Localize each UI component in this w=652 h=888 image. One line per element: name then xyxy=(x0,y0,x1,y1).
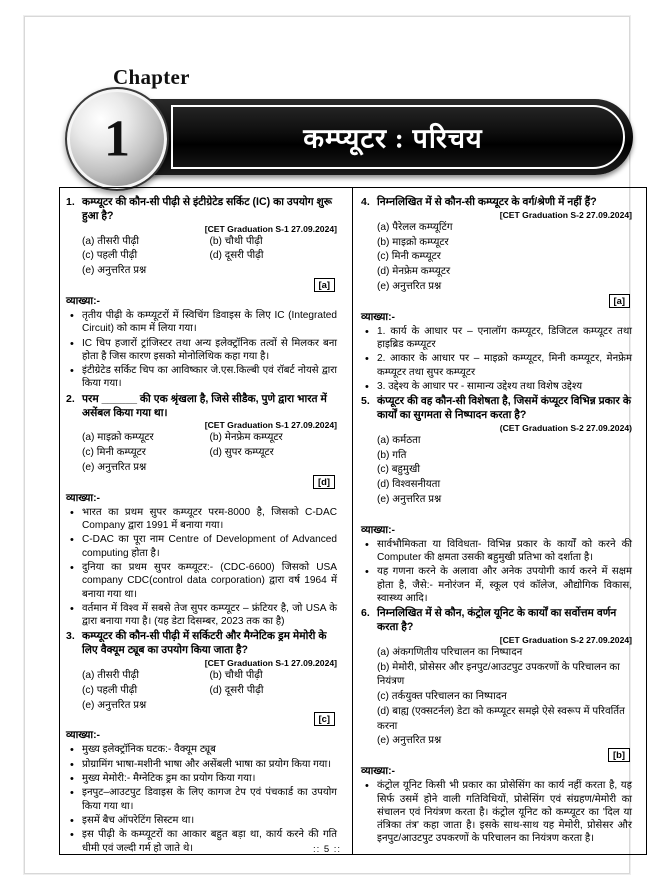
option-item[interactable]: (b) मेमोरी, प्रोसेसर और इनपुट/आउटपुट उपकरणों के परिचालन का नियंत्रण xyxy=(377,661,620,688)
right-column xyxy=(355,188,637,854)
option-item[interactable]: (c) मिनी कम्प्यूटर xyxy=(377,251,441,263)
option-item[interactable]: (a) कर्मठता xyxy=(377,434,421,446)
chapter-header xyxy=(104,65,633,175)
question-text: निम्नलिखित में से कौन-सी कम्प्यूटर के वर्ग/श्रेणी में नहीं हैं? xyxy=(377,196,597,208)
option-item[interactable]: (b) चौथी पीढ़ी xyxy=(209,235,263,247)
option-item[interactable]: (e) अनुत्तरित प्रश्न xyxy=(82,699,147,711)
explanation-list xyxy=(66,506,337,629)
exam-source: (CET Graduation S-2 27.09.2024) xyxy=(499,422,632,433)
question-number: 3. xyxy=(66,630,75,643)
explanation-list xyxy=(361,779,632,846)
explanation-item: • यह गणना करने के अलावा और अनेक उपयोगी कार्य करने में सक्षम होता है, जैसे:- मनोरंजन में, स्कूल एवं कॉलेज, औद्योगिक विकास, स्वास्थ्य आदि। xyxy=(375,565,632,605)
option-item[interactable]: (e) अनुत्तरित प्रश्न xyxy=(82,265,147,277)
explanation-item: • वर्तमान में विश्व में सबसे तेज सुपर कम्प्यूटर – फ्रंटियर है, जो USA के द्वारा बनाया गया है। (यह डेटा दिसम्बर, 2023 तक का है) xyxy=(80,602,337,629)
explanation-item: • इंटीग्रेटेड सर्किट चिप का आविष्कार जे.एस.किल्बी एवं रॉबर्ट नोयसे द्वारा किया गया। xyxy=(80,364,337,391)
option-item[interactable]: (a) तीसरी पीढ़ी xyxy=(82,235,140,247)
option-item[interactable]: (d) बाह्य (एक्सटर्नल) डेटा को कम्प्यूटर समझे ऐसे स्वरूप में परिवर्तित करना xyxy=(377,705,625,732)
question-number: 5. xyxy=(361,395,370,408)
explanation-item: • मुख्य इलेक्ट्रॉनिक घटक:- वैक्यूम ट्यूब xyxy=(80,743,337,756)
options-list xyxy=(377,434,632,508)
answer-badge: [c] xyxy=(314,712,335,726)
option-item[interactable]: (d) मेनफ्रेम कम्प्यूटर xyxy=(377,266,451,278)
answer-row xyxy=(66,476,337,489)
exam-source: [CET Graduation S-1 27.09.2024] xyxy=(204,657,337,668)
exam-source: [CET Graduation S-1 27.09.2024] xyxy=(204,223,337,234)
question-row xyxy=(66,196,337,224)
option-item[interactable]: (e) अनुत्तरित प्रश्न xyxy=(377,493,442,505)
option-item[interactable]: (b) चौथी पीढ़ी xyxy=(209,669,263,681)
exam-source: [CET Graduation S-2 27.09.2024] xyxy=(499,634,632,645)
question-block xyxy=(361,395,632,520)
explanation-list xyxy=(66,309,337,391)
explanation-heading: व्याख्या:- xyxy=(66,730,100,742)
exam-source: [CET Graduation S-1 27.09.2024] xyxy=(204,420,337,431)
explanation-heading: व्याख्या:- xyxy=(361,766,395,778)
options-list xyxy=(377,221,632,295)
question-row xyxy=(66,393,337,421)
question-number: 4. xyxy=(361,196,370,208)
explanation-list xyxy=(361,325,632,394)
question-text: कंप्यूटर की वह कौन-सी विशेषता है, जिसमें कंप्यूटर विभिन्न प्रकार के कार्यों का सुगमता से निष्पादन करता है? xyxy=(377,395,631,421)
option-item[interactable]: (c) मिनी कम्प्यूटर xyxy=(82,447,146,459)
option-item[interactable]: (a) माइक्रो कम्प्यूटर xyxy=(82,432,154,444)
explanation-block xyxy=(66,728,337,854)
option-item[interactable]: (c) पहली पीढ़ी xyxy=(82,684,138,696)
answer-badge: [d] xyxy=(313,475,335,489)
explanation-heading: व्याख्या:- xyxy=(66,492,100,504)
question-block xyxy=(361,607,632,762)
explanation-item: • तृतीय पीढ़ी के कम्प्यूटरों में स्विचिंग डिवाइस के लिए IC (Integrated Circuit) को काम में लिया गया। xyxy=(80,309,337,336)
question-text: निम्नलिखित में से कौन, कंट्रोल यूनिट के कार्यों का सर्वोत्तम वर्णन करता है? xyxy=(377,607,617,633)
option-item[interactable]: (c) बहुमुखी xyxy=(377,464,420,476)
column-divider xyxy=(352,188,353,854)
chapter-number-circle xyxy=(65,87,169,191)
option-item[interactable]: (a) पैरेलल कम्प्यूटिंग xyxy=(377,221,453,233)
question-number: 2. xyxy=(66,392,75,405)
explanation-heading: व्याख्या:- xyxy=(361,311,395,323)
question-row xyxy=(361,607,632,635)
explanation-item: • 2. आकार के आधार पर – माइक्रो कम्प्यूटर, मिनी कम्प्यूटर, मेनफ्रेम कम्प्यूटर तथा सुपर कम्प्यूटर xyxy=(375,352,632,379)
question-text: कम्प्यूटर की कौन-सी पीढ़ी में सर्किटरी और मैग्नेटिक ड्रम मेमोरी के लिए वैक्यूम ट्यूब का उपयोग किया जाता है? xyxy=(82,630,327,657)
explanation-item: • भारत का प्रथम सुपर कम्प्यूटर परम-8000 है, जिसको C-DAC Company द्वारा 1991 में बनाया गया। xyxy=(80,506,337,533)
answer-badge: [a] xyxy=(314,278,335,292)
chapter-title-bar xyxy=(113,99,633,175)
explanation-item: • इस पीढ़ी के कम्प्यूटरों का आकार बहुत बड़ा था, कार्य करने की गति धीमी एवं जल्दी गर्म हो जाते थे। xyxy=(80,828,337,854)
explanation-item: • मुख्य मेमोरी:- मैग्नेटिक ड्रम का प्रयोग किया गया। xyxy=(80,772,337,785)
explanation-item: • इनपुट–आउटपुट डिवाइस के लिए कागज टेप एवं पंचकार्ड का उपयोग किया गया था। xyxy=(80,786,337,813)
options-list xyxy=(82,235,337,279)
explanation-heading: व्याख्या:- xyxy=(66,295,100,307)
explanation-item: • प्रोग्रामिंग भाषा-मशीनी भाषा और असेंबली भाषा का प्रयोग किया गया। xyxy=(80,758,337,771)
explanation-block xyxy=(66,491,337,629)
option-item[interactable]: (a) तीसरी पीढ़ी xyxy=(82,669,140,681)
option-item[interactable]: (a) अंकगणितीय परिचालन का निष्पादन xyxy=(377,646,523,658)
explanation-list xyxy=(361,538,632,606)
explanation-block xyxy=(361,523,632,606)
option-item[interactable]: (d) दूसरी पीढ़ी xyxy=(209,684,264,696)
explanation-item: • कंट्रोल यूनिट किसी भी प्रकार का प्रोसेसिंग का कार्य नहीं करता है, यह सिर्फ उसमें होने वाली गतिविधियों, प्रोसेसिंग एवं संग्रहण/मेमोरी का संचालन एवं नियंत्रण करता है। कंट्रोल यूनिट को कम्प्यूटर का 'दिल या तंत्रिका तंत्र' कहा जाता है। इसके साथ-साथ यह मेमोरी, प्रोसेसर और इनपुट/आउटपुट उपकरणों के परिचालन का नियंत्रण करता है। xyxy=(375,779,632,846)
options-list xyxy=(377,646,632,749)
question-number: 6. xyxy=(361,607,370,620)
page-footer: :: 5 :: xyxy=(312,844,342,855)
explanation-heading: व्याख्या:- xyxy=(361,524,395,536)
explanation-item: • 1. कार्य के आधार पर – एनालॉग कम्प्यूटर, डिजिटल कम्प्यूटर तथा हाइब्रिड कम्प्यूटर xyxy=(375,325,632,352)
option-item[interactable]: (b) गति xyxy=(377,449,407,461)
question-block xyxy=(361,196,632,308)
question-row xyxy=(361,395,632,423)
question-block xyxy=(66,630,337,726)
explanation-item: • C-DAC का पूरा नाम Centre of Development of Advanced computing होता है। xyxy=(80,533,337,560)
option-item[interactable]: (c) पहली पीढ़ी xyxy=(82,250,138,262)
explanation-block xyxy=(361,764,632,846)
chapter-title: कम्प्यूटर : परिचय xyxy=(303,123,483,154)
explanation-item: • इसमें बैच ऑपरेटिंग सिस्टम था। xyxy=(80,814,337,827)
question-block xyxy=(66,196,337,292)
question-text: परम ______ की एक श्रृंखला है, जिसे सीडैक, पुणे द्वारा भारत में असेंबल किया गया था। xyxy=(82,392,327,419)
explanation-list xyxy=(66,743,337,854)
option-item[interactable]: (e) अनुत्तरित प्रश्न xyxy=(377,735,442,747)
question-row xyxy=(66,630,337,658)
left-column xyxy=(60,188,342,854)
options-list xyxy=(82,669,337,713)
chapter-word: Chapter xyxy=(113,65,190,89)
answer-badge: [b] xyxy=(608,748,630,762)
option-item[interactable]: (d) विश्वसनीयता xyxy=(377,479,441,491)
answer-row xyxy=(361,295,632,308)
option-item[interactable]: (c) तर्कयुक्त परिचालन का निष्पादन xyxy=(377,691,507,703)
explanation-item: • सार्वभौमिकता या विविधता- विभिन्न प्रकार के कार्यों को करने की Computer की क्षमता उसकी बहुमुखी प्रतिभा को दर्शाता है। xyxy=(375,538,632,565)
answer-row xyxy=(361,508,632,521)
answer-badge: [a] xyxy=(609,294,630,308)
explanation-item: • दुनिया का प्रथम सुपर कम्प्यूटर:- (CDC-6600) जिसको USA company CDC(control data corporation) द्वारा वर्ष 1964 में बनाया गया था। xyxy=(80,561,337,601)
option-item[interactable]: (e) अनुत्तरित प्रश्न xyxy=(377,280,442,292)
answer-row xyxy=(66,713,337,726)
question-block xyxy=(66,393,337,489)
content-frame xyxy=(59,187,647,855)
option-item[interactable]: (d) सुपर कम्प्यूटर xyxy=(209,447,274,459)
options-list xyxy=(82,431,337,475)
option-item[interactable]: (d) दूसरी पीढ़ी xyxy=(209,250,264,262)
explanation-block xyxy=(66,294,337,391)
question-row xyxy=(361,196,632,210)
answer-row xyxy=(66,279,337,292)
option-item[interactable]: (b) मेनफ्रेम कम्प्यूटर xyxy=(209,432,283,444)
question-text: कम्प्यूटर की कौन-सी पीढ़ी से इंटीग्रेटेड सर्किट (IC) का उपयोग शुरू हुआ है? xyxy=(82,196,332,222)
explanation-block xyxy=(361,310,632,394)
option-item[interactable]: (e) अनुत्तरित प्रश्न xyxy=(82,461,147,473)
exam-source: [CET Graduation S-2 27.09.2024] xyxy=(499,209,632,220)
page-sheet xyxy=(24,16,630,874)
question-number: 1. xyxy=(66,196,75,208)
explanation-item: • IC चिप हजारों ट्रांजिस्टर तथा अन्य इलेक्ट्रॉनिक तत्वों से मिलकर बना होता है जिस कारण इसको मोनोलिथिक कहा गया है। xyxy=(80,337,337,364)
chapter-number: 1 xyxy=(104,110,130,168)
answer-row xyxy=(361,749,632,762)
option-item[interactable]: (b) माइक्रो कम्प्यूटर xyxy=(377,236,449,248)
explanation-item: • 3. उद्देश्य के आधार पर - सामान्य उद्देश्य तथा विशेष उद्देश्य xyxy=(375,380,632,393)
